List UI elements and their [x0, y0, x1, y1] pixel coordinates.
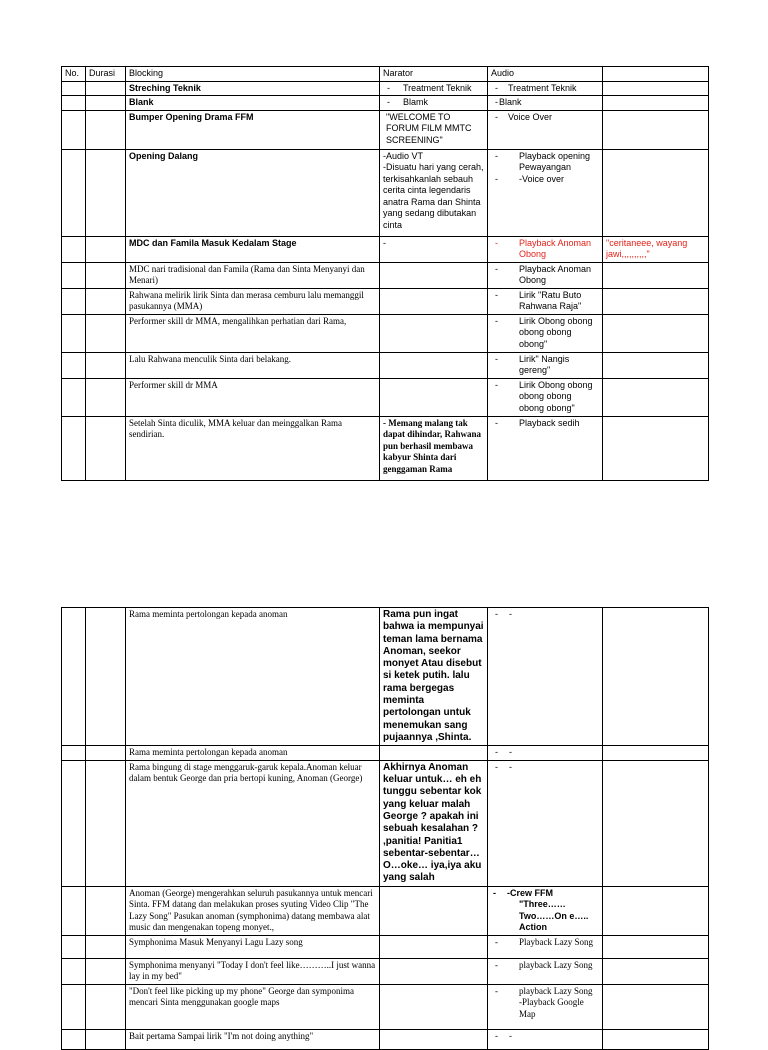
audio-cell: - - [491, 762, 599, 774]
blocking-cell: MDC dan Famila Masuk Kedalam Stage [126, 236, 380, 262]
table-row [62, 1029, 709, 1049]
audio-line: - playback Lazy Song [491, 986, 599, 998]
blocking-cell: Setelah Sinta diculik, MMA keluar dan meinggalkan Rama sendirian. [126, 416, 380, 480]
audio-cell: - Lirik" Nangis gereng" [491, 354, 599, 377]
audio-cell: - Lirik "Ratu Buto Rahwana Raja" [491, 290, 599, 313]
script-table-2 [61, 607, 709, 1050]
blocking-cell: Symphonima Masuk Menyanyi Lagu Lazy song [126, 935, 380, 958]
audio-line: - Playback opening Pewayangan [491, 151, 599, 174]
blocking-cell: Rahwana melirik lirik Sinta dan merasa cemburu lalu memanggil pasukannya (MMA) [126, 288, 380, 314]
table-row [62, 149, 709, 236]
blocking-cell: Anoman (George) mengerahkan seluruh pasukannya untuk mencari Sinta. FFM datang dan melakukan proses syuting Video Clip "The Lazy Song" Pasukan anoman (symphonima) datang membawa alat music dan mengenakan topeng monyet., [126, 886, 380, 935]
blocking-cell: "Don't feel like picking up my phone" George dan symponima mencari Sinta menggunakan google maps [126, 984, 380, 1029]
narator-cell: Akhirnya Anoman keluar untuk… eh eh tunggu sebentar kok yang keluar malah George ? apakah ini sebuah kesalahan ? ,panitia! Panitia1 sebentar-sebentar… O…oke… iya,iya aku yang salah [380, 760, 488, 886]
blocking-cell: Opening Dalang [126, 149, 380, 236]
table-row [62, 96, 709, 111]
table-row [62, 314, 709, 352]
table-row [62, 416, 709, 480]
blocking-cell: Rama meminta pertolongan kepada anoman [126, 608, 380, 746]
audio-cell: - Lirik Obong obong obong obong obong obong" [491, 380, 599, 415]
table-row [62, 110, 709, 149]
table-row: Anoman (George) mengerahkan seluruh pasukannya untuk mencari Sinta. FFM datang dan melakukan proses syuting Video Clip "The Lazy Song" Pasukan anoman (symphonima) datang membawa alat music dan mengenakan topeng monyet., - -Crew FFM "Three……Two……On e….. Action [62, 886, 709, 935]
table-row [62, 81, 709, 96]
header-no: No. [62, 67, 86, 82]
table-row [62, 378, 709, 416]
header-durasi: Durasi [86, 67, 126, 82]
blocking-cell: Symphonima menyanyi "Today I don't feel like………..I just wanna lay in my bed" [126, 958, 380, 984]
audio-line: - -Voice over [491, 174, 599, 186]
audio-cell: - - [491, 609, 599, 621]
audio-cell: - - [491, 747, 599, 759]
blocking-cell: Performer skill dr MMA, mengalihkan perhatian dari Rama, [126, 314, 380, 352]
blocking-cell: Lalu Rahwana menculik Sinta dari belakang. [126, 352, 380, 378]
table-row [62, 958, 709, 984]
blocking-cell: Rama meminta pertolongan kepada anoman [126, 746, 380, 761]
blocking-cell: Bumper Opening Drama FFM [126, 110, 380, 149]
header-audio: Audio [488, 67, 603, 82]
audio-cell: - Lirik Obong obong obong obong obong" [491, 316, 599, 351]
blocking-cell: Rama bingung di stage menggaruk-garuk kepala.Anoman keluar dalam bentuk George dan pria bertopi kuning, Anoman (George) [126, 760, 380, 886]
table-row [62, 760, 709, 886]
table-row [62, 935, 709, 958]
table-row [62, 608, 709, 746]
narator-cell: - Memang malang tak dapat dihindar, Rahwana pun berhasil membawa kabyur Shinta dari genggaman Rama [380, 416, 488, 480]
extra-note-cell: "ceritaneee, wayang jawi,,,,,,,,,," [603, 236, 709, 262]
blocking-cell: Performer skill dr MMA [126, 378, 380, 416]
narator-cell: "WELCOME TO FORUM FILM MMTC SCREENING" [380, 110, 488, 149]
blocking-cell: Blank [126, 96, 380, 111]
blocking-cell: Bait pertama Sampai lirik "I'm not doing anything" [126, 1029, 380, 1049]
script-table-1 [61, 66, 709, 481]
blocking-cell: Streching Teknik [126, 81, 380, 96]
audio-line: "Three……Two……On e….. Action [519, 899, 589, 933]
narator-cell: - Treatment Teknik [383, 83, 484, 95]
narator-cell: - [380, 236, 488, 262]
table-row [62, 352, 709, 378]
audio-cell: - playback Lazy Song [491, 960, 599, 972]
table-row [62, 984, 709, 1029]
blocking-cell: MDC nari tradisional dan Famila (Rama dan Sinta Menyanyi dan Menari) [126, 262, 380, 288]
audio-cell: - Playback Lazy Song [491, 937, 599, 949]
header-extra [603, 67, 709, 82]
narator-cell: Rama pun ingat bahwa ia mempunyai teman lama bernama Anoman, seekor monyet Atau disebut si ketek putih. lalu rama bergegas meminta pertolongan untuk menemukan sang pujaannya ,Shinta. [380, 608, 488, 746]
audio-cell: - Voice Over [491, 112, 599, 124]
narator-line: -Disuatu hari yang cerah, terkisahkanlah sebauh cerita cinta legendaris anatra Rama dan Shinta yang sedang dibutakan cinta [383, 162, 484, 230]
audio-cell: - Playback Anoman Obong [491, 264, 599, 287]
table-row [62, 262, 709, 288]
table-row [62, 236, 709, 262]
narator-line: -Audio VT [383, 150, 424, 161]
audio-line: -Crew FFM [507, 887, 553, 898]
audio-cell: - - [491, 1031, 599, 1043]
narator-cell: - Blamk [383, 97, 484, 109]
header-blocking: Blocking [126, 67, 380, 82]
table-header-row [62, 67, 709, 82]
audio-cell: - Playback sedih [491, 418, 599, 430]
audio-cell: - Blank [491, 97, 599, 109]
header-narator: Narator [380, 67, 488, 82]
audio-line: -Playback Google Map [519, 997, 584, 1019]
audio-cell: - Treatment Teknik [491, 83, 599, 95]
table-row [62, 288, 709, 314]
table-row [62, 746, 709, 761]
audio-cell: - Playback Anoman Obong [491, 238, 599, 261]
